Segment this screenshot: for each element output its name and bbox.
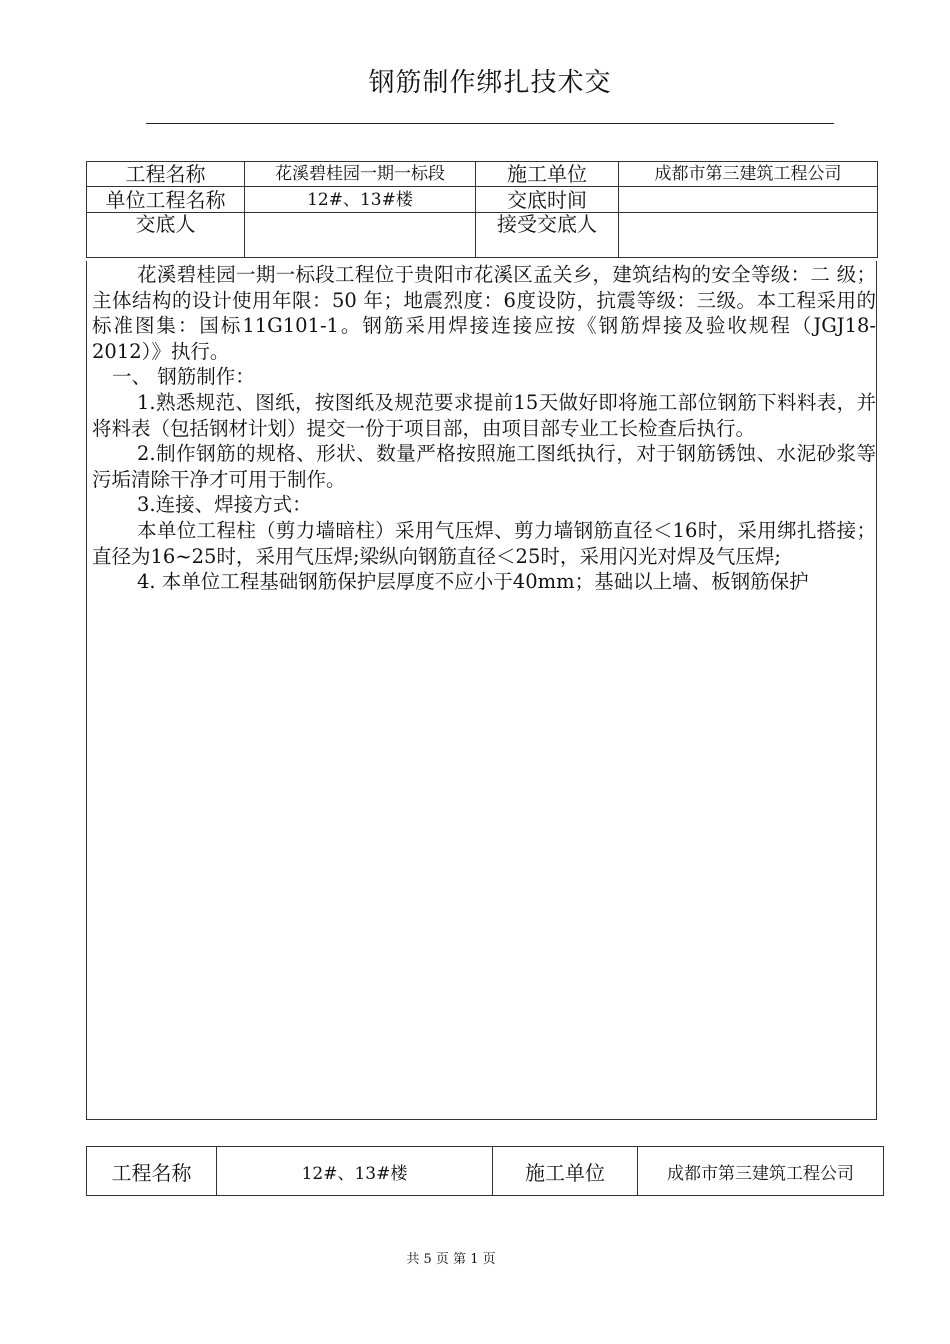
info-table [86,161,878,258]
item-3-heading: 3.连接、焊接方式： [137,493,312,517]
item-4: 4. 本单位工程基础钢筋保护层厚度不应小于40mm；基础以上墙、板钢筋保护 [137,570,809,594]
info-row-unit [87,187,878,213]
footer-value-project: 12#、13#楼 [217,1147,493,1196]
value-receiver [619,213,878,258]
label-handover-person: 交底人 [87,213,245,258]
item-1: 1.熟悉规范、图纸，按图纸及规范要求提前15天做好即将施工部位钢筋下料料表，并将料表（包括钢材计划）提交一份于项目部，由项目部专业工长检查后执行。 [92,390,876,440]
intro-paragraph: 花溪碧桂园一期一标段工程位于贵阳市花溪区孟关乡，建筑结构的安全等级：二 级；主体结构的设计使用年限：50 年；地震烈度：6度设防，抗震等级：三级。本工程采用的标准图集：国标11G101-1。钢筋采用焊接连接应按《钢筋焊接及验收规程（JGJ18-2012）》执行。 [92,263,876,363]
value-handover-person [245,213,476,258]
item-2: 2.制作钢筋的规格、形状、数量严格按照施工图纸执行，对于钢筋锈蚀、水泥砂浆等污垢清除干净才可用于制作。 [92,442,876,491]
label-unit-project: 单位工程名称 [87,187,245,213]
value-unit-project: 12#、13#楼 [245,187,476,213]
label-construction-unit: 施工单位 [476,162,619,187]
footer-label-unit: 施工单位 [493,1147,638,1196]
footer-label-project: 工程名称 [87,1147,217,1196]
item-3-body: 本单位工程柱（剪力墙暗柱）采用气压焊、剪力墙钢筋直径＜16时，采用绑扎搭接；直径为16~25时，采用气压焊;梁纵向钢筋直径＜25时，采用闪光对焊及气压焊; [92,518,876,568]
label-handover-time: 交底时间 [476,187,619,213]
label-receiver: 接受交底人 [476,213,619,258]
info-row-project [87,162,878,187]
label-project-name: 工程名称 [87,162,245,187]
value-project-name: 花溪碧桂园一期一标段 [245,162,476,187]
section-heading: 一、 钢筋制作： [112,365,255,389]
footer-row [87,1147,884,1196]
title-underline [146,123,834,124]
page-number: 共 5 页 第 1 页 [406,1252,496,1267]
handover-content [86,262,876,595]
document-title: 钢筋制作绑扎技术交 [368,68,612,98]
info-row-people [87,213,878,258]
footer-table [86,1146,884,1196]
value-handover-time [619,187,878,213]
footer-value-unit: 成都市第三建筑工程公司 [638,1147,884,1196]
value-construction-unit: 成都市第三建筑工程公司 [619,162,878,187]
